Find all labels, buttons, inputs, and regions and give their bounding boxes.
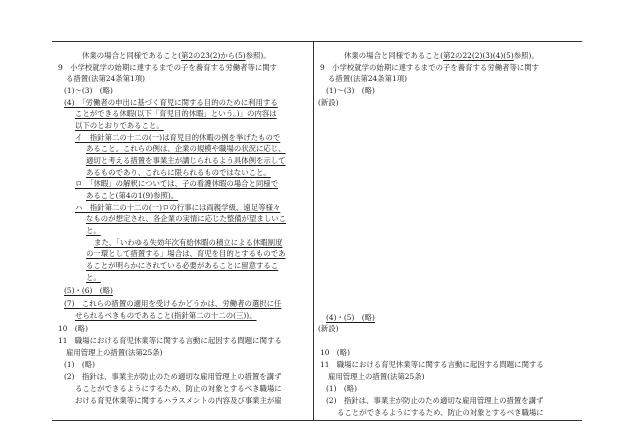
comparison-table [52, 41, 582, 421]
text-line: おける育児休業等に関するハラスメントの内容及び事業主が雇 [75, 396, 282, 405]
text-line: 適切と考える措置を事業主が講じられるよう具体例を示して [86, 156, 286, 165]
item-7-added: (7) これらの措置の適用を受けるかどうかは、労働者の選択に任 [64, 299, 282, 308]
item-5-6: (5)・(6) (略) [64, 286, 113, 295]
text-line: 以下のとおりであること。 [75, 121, 164, 130]
item-4-added: (4) 「労働者の申出に基づく育児に関する目的のために利用する [64, 98, 278, 107]
changed-reference: 第2の23(2)から(5) [180, 51, 246, 60]
item-1: (1) (略) [64, 360, 96, 369]
text-line: と。 [86, 226, 101, 235]
text-line: 休業の場合と同様であること(第2の22(2)(3)(4)(5)参照)。 [344, 51, 539, 60]
revised-text-column [52, 42, 313, 420]
item-1-3: (1)～(3) (略) [326, 86, 375, 95]
text-line: ることが明らかにされている必要があることに留意するこ [86, 261, 279, 270]
current-text-column [314, 42, 582, 420]
text-line: 雇用管理上の措置(法第25条) [328, 372, 425, 381]
item-2: (2) 指針は、事業主が防止のため適切な雇用管理上の措置を講ず [326, 396, 544, 405]
section-11-heading: 11 職場における育児休業等に関する言動に起因する問題に関する [58, 336, 282, 345]
item-i: イ 指針第二の十二の(一)は育児目的休暇の例を挙げたもので [75, 133, 281, 142]
text-line: あるものであり、これらに限られるものではないこと。 [86, 168, 271, 177]
text-line: る措置(法第24条第1項) [66, 74, 145, 83]
text-line: ことができる休暇(以下「育児目的休暇」という。)」の内容は [75, 109, 277, 118]
new-provision-note: (新設) [318, 324, 339, 333]
text-line: る措置(法第24条第1項) [328, 74, 407, 83]
text-line: せられるべきものであること(指針第二の十二の(三))。 [75, 311, 257, 320]
new-provision-note: (新設) [318, 98, 339, 107]
section-10: 10 (略) [58, 324, 88, 333]
text-line: と。 [86, 273, 101, 282]
item-2: (2) 指針は、事業主が防止のため適切な雇用管理上の措置を講ず [64, 372, 282, 381]
text-line: あること。これらの例は、企業の規模や職場の状況に応じ、 [86, 144, 286, 153]
text-line: 休業の場合と同様であること(第2の23(2)から(5)参照)。 [82, 51, 271, 60]
item-1: (1) (略) [326, 384, 358, 393]
item-ro: ロ 「休暇」の解釈については、子の看護休暇の場合と同様で [75, 179, 279, 188]
section-10: 10 (略) [320, 348, 350, 357]
section-9-heading: 9 小学校就学の始期に達するまでの子を養育する労働者等に関す [58, 63, 278, 72]
section-11-heading: 11 職場における育児休業等に関する言動に起因する問題に関する [320, 360, 544, 369]
text-line: なものが想定され、各企業の実情に応じた整備が望ましいこ [86, 214, 286, 223]
text-line: の一環として措置する」場合は、育児を目的とするものであ [86, 249, 286, 258]
item-1-3: (1)～(3) (略) [64, 86, 113, 95]
item-ha: ハ 指針第二の十二の(一)ロの行事には両親学級、遠足等様々 [75, 203, 281, 212]
text-line: 雇用管理上の措置(法第25条) [66, 348, 163, 357]
changed-reference: 第2の22(2)(3)(4)(5) [442, 51, 514, 60]
text-line: あること(第4の1(9)参照)。 [86, 191, 179, 200]
text-line: ることができるようにするため、防止の対象とするべき職場に [337, 408, 544, 417]
text-line: また、「いわゆる失効年次有給休暇の積立による休暇制度 [94, 238, 283, 247]
item-4-5: (4)・(5) (略) [326, 313, 375, 322]
section-9-heading: 9 小学校就学の始期に達するまでの子を養育する労働者等に関す [320, 63, 540, 72]
text-line: ることができるようにするため、防止の対象とするべき職場に [75, 384, 282, 393]
